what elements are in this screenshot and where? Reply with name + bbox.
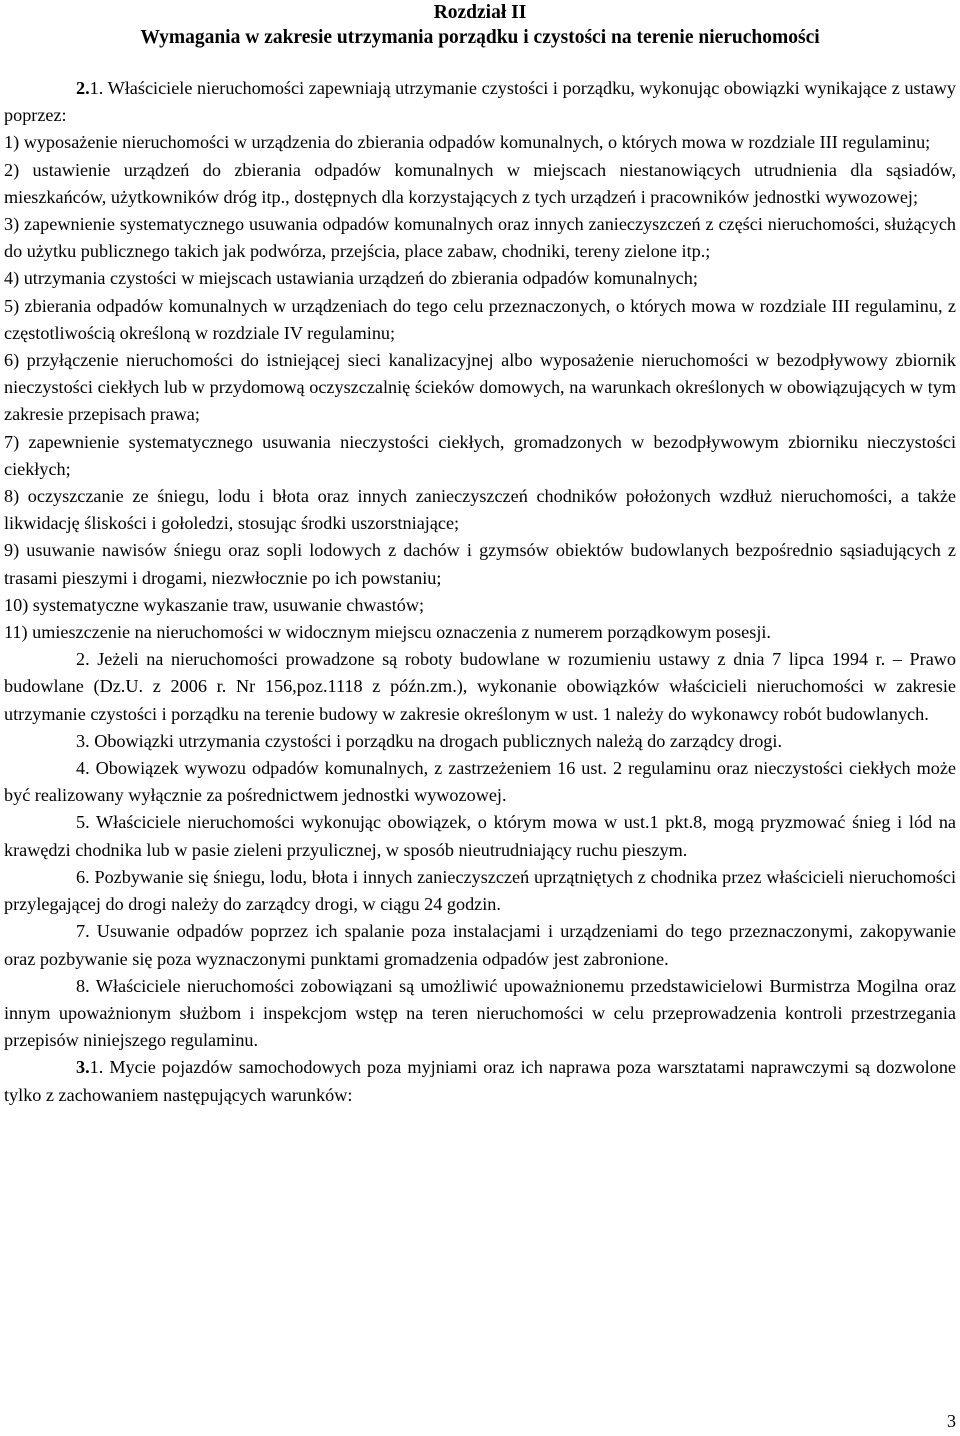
- paragraph: 8. Właściciele nieruchomości zobowiązani są umożliwić upoważnionemu przedstawicielowi Burmistrza Mogilna oraz innym upoważnionym służbom i inspekcjom wstęp na teren nieruchomości w celu przeprowadzenia kontroli przestrzegania przepisów niniejszego regulaminu.: [4, 975, 956, 1051]
- paragraph: 3. Obowiązki utrzymania czystości i porządku na drogach publicznych należą do zarządcy drogi.: [76, 730, 782, 751]
- section-3-intro: [4, 1054, 956, 1108]
- list-item: 5) zbierania odpadów komunalnych w urządzeniach do tego celu przeznaczonych, o których mowa w rozdziale III regulaminu, z częstotliwością określoną w rozdziale IV regulaminu;: [4, 295, 956, 343]
- paragraph: 6. Pozbywanie się śniegu, lodu, błota i innych zanieczyszczeń uprzątniętych z chodnika przez właścicieli nieruchomości przylegającej do drogi należy do zarządcy drogi, w ciągu 24 godzin.: [4, 866, 956, 915]
- list-item: 4) utrzymania czystości w miejscach ustawiania urządzeń do zbierania odpadów komunalnych;: [4, 268, 698, 289]
- list-item: 6) przyłączenie nieruchomości do istniejącej sieci kanalizacyjnej albo wyposażenie nieruchomości w bezodpływowy zbiornik nieczystości ciekłych lub w przydomową oczyszczalnię ścieków domowych, na warunkach określonych w obowiązujących w tym zakresie przepisach prawa;: [4, 350, 956, 425]
- section-3-number: 3.: [76, 1057, 90, 1078]
- list-item: 1) wyposażenie nieruchomości w urządzenia do zbierania odpadów komunalnych, o których mowa w rozdziale III regulaminu;: [4, 132, 931, 153]
- paragraph: 7. Usuwanie odpadów poprzez ich spalanie poza instalacjami i urządzeniami do tego przeznaczonymi, zakopywanie oraz pozbywanie się poza wyznaczonymi punktami gromadzenia odpadów jest zabronione.: [4, 921, 956, 969]
- page-number: 3: [947, 1411, 956, 1431]
- list-item: 11) umieszczenie na nieruchomości w widocznym miejscu oznaczenia z numerem porządkowym posesji.: [4, 622, 771, 643]
- list-item: 2) ustawienie urządzeń do zbierania odpadów komunalnych w miejscach niestanowiących utrudnienia dla sąsiadów, mieszkańców, użytkowników dróg itp., dostępnych dla korzystających z tych urządzeń i pracowników jednostki wywozowej;: [4, 159, 956, 207]
- list-item: 8) oczyszczanie ze śniegu, lodu i błota oraz innych zanieczyszczeń chodników położonych wzdłuż nieruchomości, a także likwidację śliskości i gołoledzi, stosując środki uszorstniające;: [4, 486, 956, 534]
- section-2-intro-text: Właściciele nieruchomości zapewniają utrzymanie czystości i porządku, wykonując obowiązki wynikające z ustawy poprzez:: [4, 78, 956, 126]
- list-item: 9) usuwanie nawisów śniegu oraz sopli lodowych z dachów i gzymsów obiektów budowlanych bezpośrednio sąsiadujących z trasami pieszymi i drogami, niezwłocznie po ich powstaniu;: [4, 540, 956, 588]
- chapter-subtitle: Wymagania w zakresie utrzymania porządku i czystości na terenie nieruchomości: [140, 27, 820, 48]
- section-3-intro-number: 1.: [89, 1057, 104, 1078]
- paragraph: 5. Właściciele nieruchomości wykonując obowiązek, o którym mowa w ust.1 pkt.8, mogą pryzmować śnieg i lód na krawędzi chodnika lub w pasie zieleni przyulicznej, w sposób nieutrudniający ruchu pieszym.: [4, 812, 956, 860]
- chapter-title: Rozdział II: [433, 2, 527, 23]
- list-item: 3) zapewnienie systematycznego usuwania odpadów komunalnych oraz innych zanieczyszczeń z części nieruchomości, służących do użytku publicznego takich jak podwórza, przejścia, place zabaw, chodniki, tereny zielone itp.;: [4, 214, 956, 262]
- list-item: 10) systematyczne wykaszanie traw, usuwanie chwastów;: [4, 594, 425, 615]
- paragraph: 4. Obowiązek wywozu odpadów komunalnych, z zastrzeżeniem 16 ust. 2 regulaminu oraz nieczystości ciekłych może być realizowany wyłącznie za pośrednictwem jednostki wywozowej.: [4, 758, 956, 806]
- list-item: 7) zapewnienie systematycznego usuwania nieczystości ciekłych, gromadzonych w bezodpływowym zbiorniku nieczystości ciekłych;: [4, 431, 956, 479]
- paragraph: 2. Jeżeli na nieruchomości prowadzone są roboty budowlane w rozumieniu ustawy z dnia 7 lipca 1994 r. – Prawo budowlane (Dz.U. z 2006 r. Nr 156,poz.1118 z późn.zm.), wykonanie obowiązków właścicieli nieruchomości w zakresie utrzymanie czystości i porządku na terenie budowy w zakresie określonym w ust. 1 należy do wykonawcy robót budowlanych.: [4, 649, 956, 724]
- section-2-intro: [4, 75, 956, 129]
- section-2-number: 2.: [76, 78, 90, 98]
- section-3-intro-text: Mycie pojazdów samochodowych poza myjniami oraz ich naprawa poza warsztatami naprawczymi są dozwolone tylko z zachowaniem następujących warunków:: [4, 1057, 956, 1105]
- document-body: [4, 75, 956, 1109]
- section-2-intro-number: 1.: [89, 78, 104, 98]
